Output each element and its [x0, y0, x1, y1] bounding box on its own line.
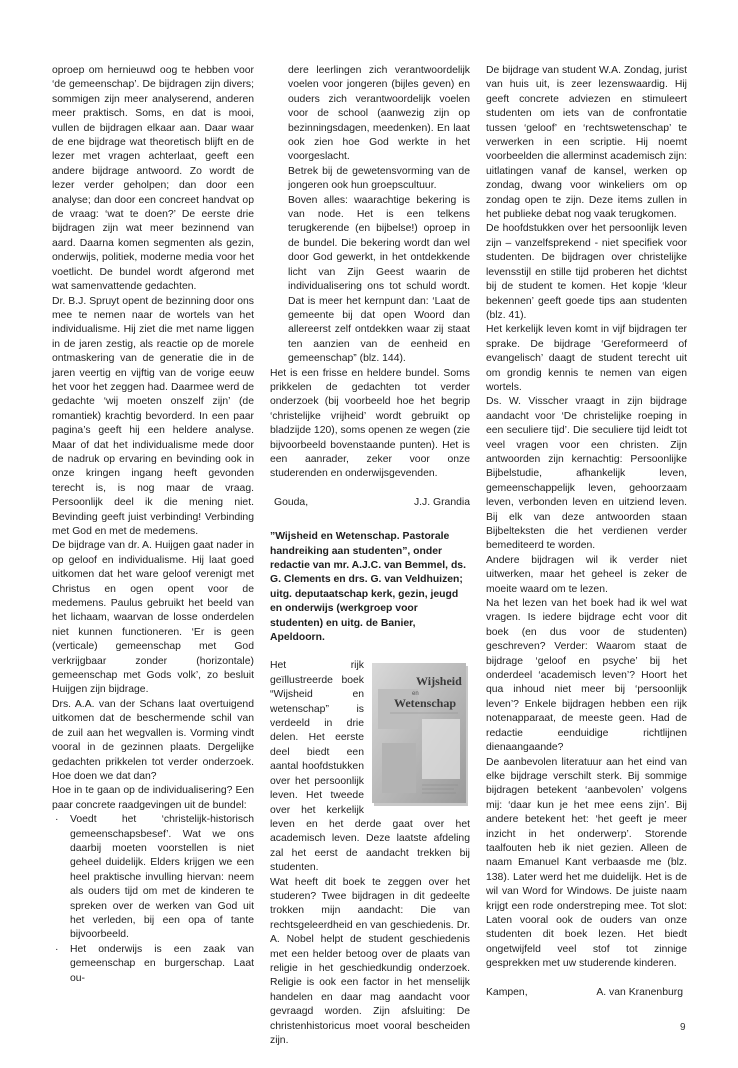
paragraph: De hoofdstukken over het persoonlijk leven zijn – vanzelfsprekend - niet specifiek voor studenten. De bijdragen over christelijke levensstijl en stille tijd proberen het dichtst bij de student te komen. Het kopje ‘kleur bekennen’ geeft goede tips aan studenten (blz. 41).: [486, 223, 687, 321]
signature-name: J.J. Grandia: [413, 496, 470, 508]
paragraph: Het kerkelijk leven komt in vijf bijdragen ter sprake. De bijdrage ‘Gereformeerd of evangelisch’ daagt de student terecht uit om grondig kennis te nemen van eigen wortels.: [486, 324, 687, 393]
paragraph: Het rijk geïllustreerde boek “Wijsheid en wetenschap” is verdeeld in drie delen. Het eerste deel biedt een aantal hoofdstukken over het persoonlijk leven. Het tweede over het kerkelijk leven en het derde gaat over het academisch leven. Deze laatste afdeling zal het eerst de aandacht trekken bij studenten.: [270, 660, 470, 874]
page-number: 9: [680, 1022, 686, 1033]
review-signature: [270, 496, 470, 510]
advice-list: [52, 813, 254, 986]
advice-list-continued: [270, 165, 470, 367]
book-cover-title-sep: en: [412, 691, 419, 698]
paragraph: Andere bijdragen wil ik verder niet uitwerken, maar het geheel is zeker de moeite waard om te lezen.: [486, 554, 687, 595]
paragraph: Wat heeft dit boek te zeggen over het studeren? Twee bijdragen in dit gedeelte trokken mijn aandacht: Die van rechtsgeleerdheid en van geschiedenis. Dr. A. Nobel helpt de student geschiedenis met een helder betoog over de plaats van religie in het geschiedkundig onderzoek. Religie is ook een factor in het menselijk handelen en daar mag aandacht voor gevraagd worden. Zijn afsluiting: De christenhistoricus moet vooral bescheiden zijn.: [270, 876, 470, 1046]
review-heading: ”Wijsheid en Wetenschap. Pastorale handreiking aan studenten”, onder redactie van mr. A.J.C. van Bemmel, ds. G. Clements en drs. G. van Veldhuizen; uitg. deputaatschap kerk, gezin, jeugd en onderwijs (werkgroep voor studenten) en uitg. de Banier, Apeldoorn.: [270, 531, 466, 644]
paragraph: Ds. W. Visscher vraagt in zijn bijdrage aandacht voor ‘De christelijke roeping in een seculiere tijd’. Die seculiere tijd leidt tot veel vragen voor een christen. Zijn antwoorden zijn kernachtig: Persoonlijke Bijbelstudie, afhankelijk leven, gemeenschappelijk leven, gehoorzaam leven, verbonden leven en uitziend leven. Bij elk van deze antwoorden staan Bijbelteksten die het verdienen verder bemediteerd te worden.: [486, 396, 687, 552]
signature-place: Gouda,: [274, 496, 309, 508]
book-cover-graphic: [372, 663, 470, 808]
paragraph: De bijdrage van student W.A. Zondag, jurist van huis uit, is zeer lezenswaardig. Hij geeft concrete adviezen en stimuleert studenten om iets van de confrontatie tussen ‘geloof’ en ‘rechtswetenschap’ te verwerken in een scriptie. Hij noemt voorbeelden die allerminst academisch zijn: uitlatingen vanaf de kansel, werken op zondag, dwang voor winkeliers om op zondag open te zijn. Deze items zullen in het publieke debat nog vaak terugkomen.: [486, 65, 687, 221]
column-2: [270, 64, 470, 1048]
paragraph: De bijdrage van dr. A. Huijgen gaat nader in op geloof en individualisme. Hij laat goed uitkomen dat het ware geloof verenigt met Christus en ogen opent voor de medemens. Paulus gebruikt het beeld van het lichaam, waarvan de losse onderdelen niet kunnen functioneren. ‘Er is geen (verticale) gemeenschap met God verkrijgbaar zonder (horizontale) gemeenschap met Gods volk’, zo besluit Huijgen zijn bijdrage.: [52, 540, 254, 696]
book-cover-title-1: Wijsheid: [416, 674, 462, 689]
paragraph: Het is een frisse en heldere bundel. Soms prikkelen de gedachten tot verder onderzoek (bij voorbeeld hoe het begrip ‘christelijke vrijheid’ wordt gebruikt op bladzijde 120), soms openen ze wegen (zie bijvoorbeeld bovenstaande punten). Het is een aanrader, zeker voor onze studerenden en onderwijsgevenden.: [270, 367, 470, 480]
list-item: · Boven alles: waarachtige bekering is van node. Het is een telkens terugkerende (en bijbelse!) oproep in de bundel. Die bekering wordt dan wel door God gewerkt, in het ontdekkende licht van Zijn Geest waarin de individualisering ons tot schuld wordt. Dat is meer het kernpunt dan: ‘Laat de gemeente bij dat open Woord dan allereerst zelf ontdekken waar zij staat ten aanzien van de eenheid en gemeenschap” (blz. 144).: [288, 194, 470, 367]
list-item-continuation: dere leerlingen zich verantwoordelijk voelen voor jongeren (bijles geven) en ouders zich verantwoordelijk voelen voor de school (aanwezig zijn op bezinningsdagen, meedenken). En laat ook zien hoe God werkte in het voorgeslacht.: [288, 65, 470, 163]
book-cover-image: [372, 663, 470, 808]
book-cover-title-2: Wetenschap: [394, 696, 457, 711]
paragraph: Hoe in te gaan op de individualisering? Een paar concrete raadgevingen uit de bundel:: [52, 785, 254, 811]
list-item: · Het onderwijs is een zaak van gemeenschap en burgerschap. Laat ou-: [52, 943, 254, 986]
list-item: · Betrek bij de gewetensvorming van de jongeren ook hun groepscultuur.: [288, 165, 470, 194]
paragraph: oproep om hernieuwd oog te hebben voor ‘de gemeenschap’. De bijdragen zijn divers; sommigen zijn meer analyserend, anderen meer praktisch. Soms, en dat is mooi, vullen de bijdragen elkaar aan. Daar waar de ene bijdrage wat theoretisch blijft en de lezer met vragen achterlaat, geeft een andere bijdrage antwoord. Zo wordt de lezer verder geholpen; dan door een analyse; dan door een concreet handvat op de vraag: ‘wat te doen?’ De eerste drie bijdragen zijn wat meer bezinnend van aard. Daarna komen segmenten als gezin, onderwijs, politiek, moderne media voor het voetlicht. De bundel wordt afgerond met wat samenvattende gedachten.: [52, 65, 254, 293]
column-3: [486, 64, 687, 1000]
signature-place: Kampen,: [486, 986, 528, 998]
paragraph: Na het lezen van het boek had ik wel wat vragen. Is iedere bijdrage echt voor dit boek (en dus voor de studenten) geschreven? Verder: Waarom staat de bijdrage ‘geloof en psyche’ bij het onderdeel ‘academisch leven’? Hoort het qua inhoud niet meer bij ‘persoonlijk leven’? Enkele bijdragen hebben een rijk notenapparaat, de meeste geen. Had de redactie eenduidige richtlijnen dienaangaande?: [486, 598, 687, 754]
paragraph: Dr. B.J. Spruyt opent de bezinning door ons mee te nemen naar de wortels van het individualisme. Hij ziet die met name liggen in de jaren zestig, als reactie op de morele ontmaskering van de generatie die in de jaren veertig en vijftig van de vorige eeuw het voor het zeggen had. Daarmee werd de gedachte ‘wij moeten onszelf zijn’ (de romantiek) krachtig bevorderd. In een paar pagina’s geeft hij een heldere analyse. Maar of dat het individualisme mede door de nadruk op ervaring en bevinding ook in onze kringen ingang heeft gevonden terecht is, is nog maar de vraag. Persoonlijk deel ik die mening niet. Bevinding geeft juist verbinding! Verbinding met God en met de medemens.: [52, 295, 254, 537]
list-item: · Voedt het ‘christelijk-historisch gemeenschapsbesef’. Wat we ons daarbij moeten voorstellen is niet geheel duidelijk. Elders krijgen we een heel praktische invulling hiervan: neem als ouders tijd om met de kinderen te spreken over de werken van God uit het verleden, bij een opa of tante bijvoorbeeld.: [52, 813, 254, 943]
signature-name: A. van Kranenburg: [596, 986, 683, 998]
paragraph: Drs. A.A. van der Schans laat overtuigend uitkomen dat de beschermende schil van de zuil aan het wegvallen is. Vorming vindt vooral in de gezinnen plaats. Dergelijke gedachten prikkelen tot verder onderzoek. Hoe doen we dat dan?: [52, 698, 254, 782]
review-signature: [486, 986, 687, 1000]
paragraph: De aanbevolen literatuur aan het eind van elke bijdrage verschilt sterk. Bij sommige bijdragen betekent ‘aanbevolen’ volgens mij: ‘daar kun je het mee eens zijn’. Bij andere betekent het: ‘het geeft je meer inzicht in het onderwerp’. Storende taalfouten heb ik niet gezien. Alleen de naam Emanuel Kant verbaasde me (blz. 138). Later werd het me duidelijk. Het is de wil van Word for Windows. De juiste naam krijgt een rode onderstreping mee. Tot slot: Laten vooral ook de ouders van onze studenten dit boek lezen. Het biedt ongetwijfeld veel stof tot zinnige gesprekken met uw studerende kinderen.: [486, 756, 687, 970]
column-1: [52, 64, 254, 986]
